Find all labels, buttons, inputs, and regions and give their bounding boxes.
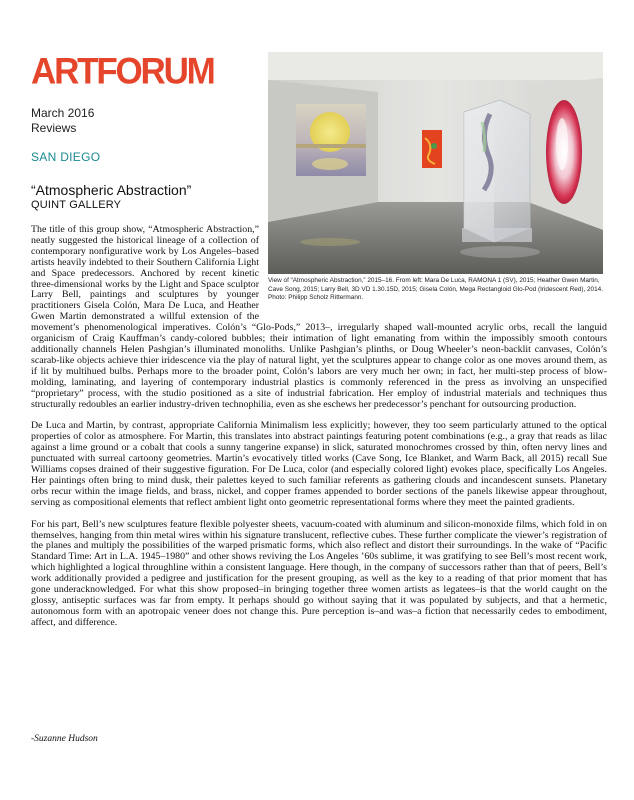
- image-float-spacer: [259, 225, 607, 321]
- issue-date: March 2016: [31, 106, 95, 120]
- sculpture-glo-pod: [546, 100, 582, 204]
- painting-ramona: [296, 104, 366, 176]
- artforum-logo[interactable]: ARTFORUM: [31, 50, 214, 92]
- article-body: [31, 225, 607, 629]
- body-paragraph: The title of this group show, “Atmospheric Abstraction,” neatly suggested the historical lineage of a collection of contemporary nonfigurative work by Los Angeles–based artists heavily indebted to their Southern California Light and Space predecessors. Anchored by recent kinetic three-dimensional works by the Light and Space sculptor Larry Bell, paintings and sculptures by younger practitioners Gisela Colón, Mara De Luca, and Heather Gwen Martin demonstrated a willful extension of the movement’s phenomenological imperatives. Colón’s “Glo-Pods,” 2013–, irregularly shaped wall-mounted acrylic orbs, recall the languid organicism of Craig Kauffman’s candy-colored bubbles; their intimation of light emanating from within the impossibly smooth contours additionally channels Helen Pashgian’s illuminated monoliths. Unlike Pashgian’s plinths, or Doug Wheeler’s neon-backlit canvases, Colón’s scarab-like objects achieve thier iridescence via the play of natural light, yet the sculptures appear to change color as one moves around them, as if lit by multihued bulbs. Perhaps more to the broader point, Colón’s labors are very much her own; in fact, her multi-step process of blow-molding, laminating, and layering of contemporary industrial plastics is commonly referenced in the press as involving an unspecified “proprietary” process, with the studio positioned as a site of industrial fabrication. Her employ of industrial materials and techniques thus structurally redoubles an earlier industry-driven technophilia, even as she eschews her predecessor’s penchant for outsourcing production.: [31, 224, 607, 410]
- venue-name: QUINT GALLERY: [31, 199, 122, 211]
- painting-cave-song: [422, 130, 442, 168]
- article-title: “Atmospheric Abstraction”: [31, 182, 192, 198]
- author-signature: -Suzanne Hudson: [31, 734, 98, 744]
- location-label[interactable]: SAN DIEGO: [31, 150, 101, 164]
- body-paragraph: For his part, Bell’s new sculptures feature flexible polyester sheets, vacuum-coated with aluminum and silicon-monoxide films, which fold in on themselves, hanging from thin metal wires within his signature translucent, reflective cubes. These further complicate the viewer’s registration of the planes and multiply the possibilities of the warped prismatic forms, which also reflect and distort their surroundings. In the wake of “Pacific Standard Time: Art in L.A. 1945–1980” and other shows reviving the Los Angeles ’60s sublime, it was gratifying to see Bell’s most recent work, which highlighted a logical throughline within a consistent language. Here though, in the company of successors rather than that of peers, Bell’s work additionally provided a pedigree and justification for the present grouping, as well as the key to a reading of that prior moment that has gone underacknowledged. For what this show proposed–in bringing together three women artists as legatees–is that the world caught on the glossy, antiseptic surfaces was far from empty. It perhaps should go without saying that it was populated by subjects, and that a hermetic, autonomous form with an apotropaic veneer does not change this. Pure perception is–and was–a fiction that necessarily cedes to embodiment, affect, and difference.: [31, 518, 607, 628]
- image-caption: View of “Atmospheric Abstraction,” 2015–16. From left: Mara De Luca, RAMONA 1 (SV), 2015; Heather Gwen Martin, Cave Song, 2015; Larry Bell, 3D VD 1.30.15D, 2015; Gisela Colón, Mega Rectangloid Glo-Pod (Iridescent Red), 2014. Photo: Philipp Scholz Rittermann.: [268, 277, 603, 302]
- sculpture-cube: [462, 100, 532, 242]
- issue-meta: [31, 106, 94, 136]
- body-paragraph: De Luca and Martin, by contrast, appropriate California Minimalism less explicitly; however, they too seem particularly attuned to the optical properties of color as atmosphere. For Martin, this translates into abstract paintings featuring potent combinations (e.g., a gray that reads as lilac against a lime ground or a cobalt that cools a sunny tangerine expanse) in slick, saturated monochromes crossed by thin, often nervy lines and punctuated with surreal cartoony geometries. Martin’s evocatively titled works (Cave Song, Ice Blanket, and Warm Back, all 2015) recall Sue Williams copses drained of their suggestive figuration. For De Luca, color (and especially colored light) evokes place, specifically Los Angeles. Her paintings often bring to mind dusk, their palettes keyed to such familiar referents as gathering clouds and incandescent sunsets. Planetary orbs recur within the image fields, and brass, nickel, and copper frames appended to border sections of the panels likewise appear throughout, serving as compositional elements that reflect ambient light onto geometric representational forms where they meet the painted gradients.: [31, 420, 607, 508]
- section-type: Reviews: [31, 121, 77, 135]
